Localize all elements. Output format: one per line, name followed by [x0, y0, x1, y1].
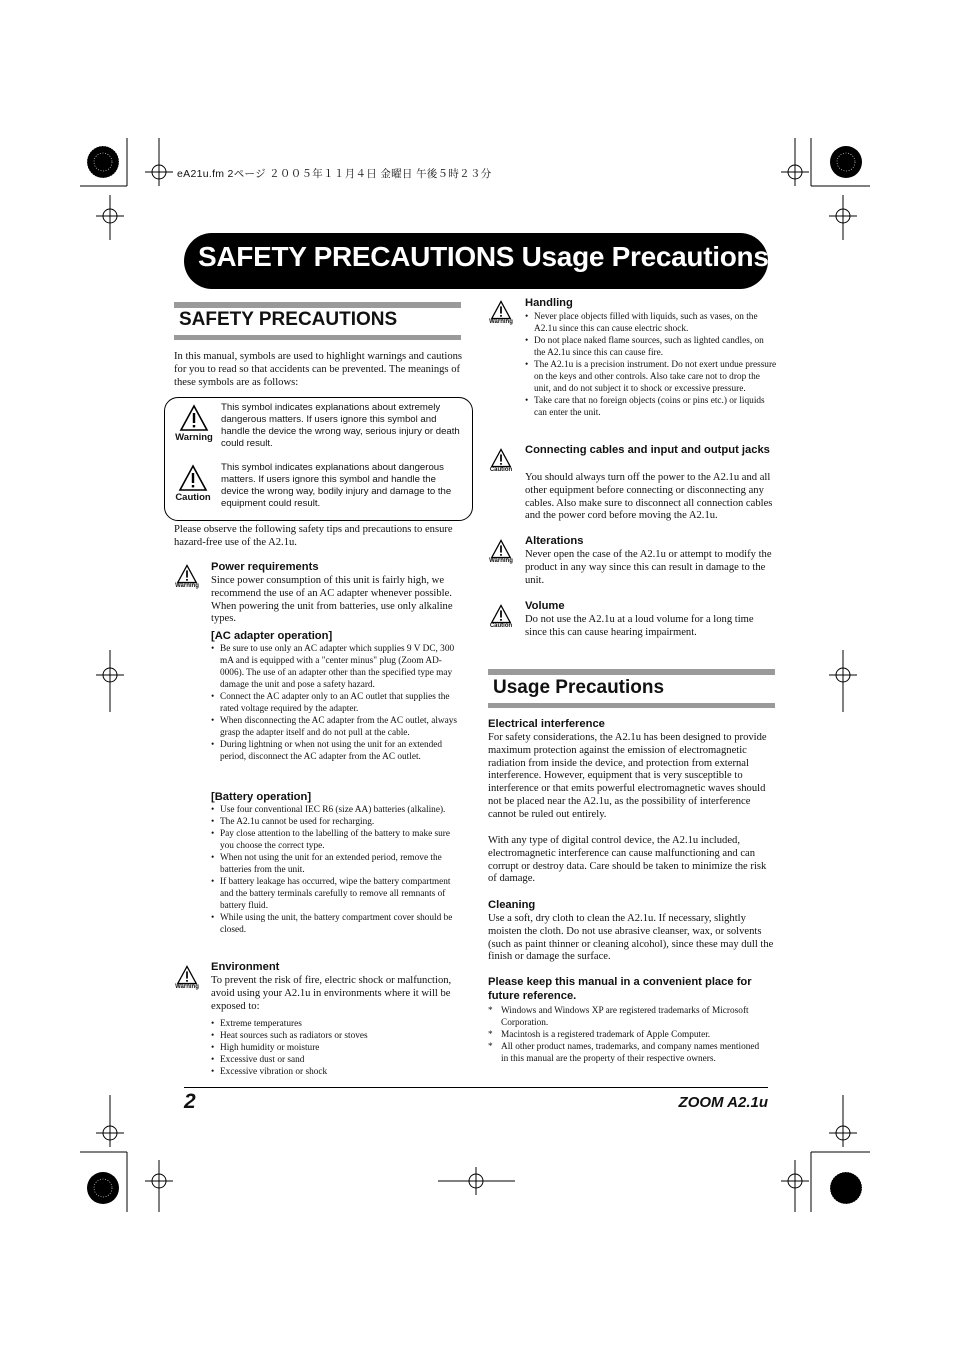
page-banner: [184, 233, 768, 289]
environment-text: To prevent the risk of fire, electric shock or malfunction, avoid using your A2.1u in environments where it will be exposed to:: [211, 975, 452, 1012]
power-warning-icon: Warning: [173, 564, 201, 589]
list-item: * All other product names, trademarks, and company names mentioned in this manual are the property of their respective owners.: [488, 1041, 763, 1065]
warning-description: This symbol indicates explanations about extremely dangerous matters. If users ignore this symbol and handle the device the wrong way, serious injury or death could result.: [221, 402, 460, 449]
banner-title: SAFETY PRECAUTIONS Usage Precautions: [198, 241, 769, 272]
list-item: • Pay close attention to the labelling of the battery to make sure you choose the correct type.: [211, 828, 463, 852]
section-rule-bottom: [174, 335, 461, 340]
list-item: • During lightning or when not using the unit for an extended period, disconnect the AC adapter from the AC outlet.: [211, 739, 463, 763]
cables-text: You should always turn off the power to the A2.1u and all other equipment before connecting or disconnecting any cables. Also make sure to disconnect all connection cables and the power cord before moving the A2.1u.: [525, 472, 773, 522]
caution-icon: Caution: [172, 464, 214, 503]
ac-list: [211, 643, 463, 763]
page-number: 2: [184, 1090, 196, 1113]
electrical-title: Electrical interference: [488, 718, 605, 730]
list-item: • While using the unit, the battery compartment cover should be closed.: [211, 912, 463, 936]
cables-caution-icon: Caution: [487, 448, 515, 473]
list-item: • Take care that no foreign objects (coins or pins etc.) or liquids can enter the unit.: [525, 395, 777, 419]
trademark-list: [488, 1005, 763, 1065]
environment-list: [211, 1018, 463, 1078]
list-item: • High humidity or moisture: [211, 1042, 463, 1054]
battery-title: [Battery operation]: [211, 791, 312, 803]
alterations-warning-icon: Warning: [487, 539, 515, 564]
handling-warning-icon: Warning: [487, 300, 515, 325]
list-item: * Macintosh is a registered trademark of Apple Computer.: [488, 1029, 763, 1041]
volume-caution-icon: Caution: [487, 604, 515, 629]
usage-rule-bottom: [488, 703, 775, 708]
alterations-title: Alterations: [525, 535, 584, 547]
list-item: • The A2.1u is a precision instrument. Do not exert undue pressure on the keys and other controls. Also take care not to drop the unit, and do not subject it to shock or excessive pressure.: [525, 359, 777, 395]
list-item: • If battery leakage has occurred, wipe the battery compartment and the battery terminals carefully to remove all remnants of battery fluid.: [211, 876, 463, 912]
list-item: • Excessive vibration or shock: [211, 1066, 463, 1078]
alterations-text: Never open the case of the A2.1u or attempt to modify the product in any way since this can result in damage to the unit.: [525, 549, 772, 586]
safety-observe: Please observe the following safety tips and precautions to ensure hazard-free use of the A2.1u.: [174, 524, 453, 548]
list-item: • Extreme temperatures: [211, 1018, 463, 1030]
caution-description: This symbol indicates explanations about dangerous matters. If users ignore this symbol and handle the device the wrong way, bodily injury and damage to the equipment could result.: [221, 462, 452, 509]
list-item: • Connect the AC adapter only to an AC outlet that supplies the rated voltage required by the adapter.: [211, 691, 463, 715]
list-item: • Do not place naked flame sources, such as lighted candles, on the A2.1u since this can cause fire.: [525, 335, 777, 359]
safety-heading: SAFETY PRECAUTIONS: [179, 309, 398, 330]
list-item: • The A2.1u cannot be used for recharging.: [211, 816, 463, 828]
cleaning-title: Cleaning: [488, 899, 536, 911]
battery-list: [211, 804, 463, 936]
ac-title: [AC adapter operation]: [211, 630, 333, 642]
electrical-text-2: With any type of digital control device, the A2.1u included, electromagnetic interference can cause malfunctioning and can corrupt or destroy data. Care should be taken to minimize the risk of damage.: [488, 835, 767, 885]
footer-rule: [184, 1087, 768, 1088]
list-item: • Never place objects filled with liquids, such as vases, on the A2.1u since this can cause electric shock.: [525, 311, 777, 335]
volume-text: Do not use the A2.1u at a loud volume for a long time since this can cause hearing impairment.: [525, 614, 754, 638]
cleaning-text: Use a soft, dry cloth to clean the A2.1u. If necessary, slightly moisten the cloth. Do not use abrasive cleanser, wax, or solvents (such as paint thinner or cleaning alcohol), since these may dull the finish or damage the surface.: [488, 913, 774, 963]
usage-heading: Usage Precautions: [493, 677, 665, 698]
file-header: eA21u.fm 2ページ ２００５年１１月４日 金曜日 午後５時２３分: [177, 168, 492, 180]
handling-title: Handling: [525, 297, 573, 309]
list-item: • Excessive dust or sand: [211, 1054, 463, 1066]
warning-icon: Warning: [174, 404, 214, 443]
handling-list: [525, 311, 777, 419]
list-item: • Heat sources such as radiators or stoves: [211, 1030, 463, 1042]
list-item: • When disconnecting the AC adapter from the AC outlet, always grasp the adapter itself and do not pull at the cable.: [211, 715, 463, 739]
volume-title: Volume: [525, 600, 565, 612]
environment-title: Environment: [211, 961, 280, 973]
usage-rule-top: [488, 669, 775, 675]
list-item: * Windows and Windows XP are registered trademarks of Microsoft Corporation.: [488, 1005, 763, 1029]
power-title: Power requirements: [211, 561, 319, 573]
electrical-text-1: For safety considerations, the A2.1u has been designed to provide maximum protection against the emission of electromagnetic radiation from inside the device, and protection from external interference. However, equipment that is very susceptible to interference or that emits powerful electromagnetic waves should not be placed near the A2.1u, as the possibility of interference cannot be ruled out entirely.: [488, 732, 767, 820]
list-item: • When not using the unit for an extended period, remove the batteries from the unit.: [211, 852, 463, 876]
list-item: • Use four conventional IEC R6 (size AA) batteries (alkaline).: [211, 804, 463, 816]
safety-intro: In this manual, symbols are used to highlight warnings and cautions for you to read so that accidents can be prevented. The meanings of these symbols are as follows:: [174, 351, 463, 388]
power-text: Since power consumption of this unit is fairly high, we recommend the use of an AC adapter whenever possible. When powering the unit from batteries, use only alkaline types.: [211, 575, 453, 625]
section-rule-top: [174, 302, 461, 308]
cables-title: Connecting cables and input and output jacks: [525, 444, 770, 456]
keep-manual-note: Please keep this manual in a convenient place for future reference.: [488, 976, 752, 1002]
environment-warning-icon: Warning: [173, 965, 201, 990]
list-item: • Be sure to use only an AC adapter which supplies 9 V DC, 300 mA and is equipped with a "center minus" plug (Zoom AD-0006). The use of an adapter other than the specified type may damage the unit and pose a safety hazard.: [211, 643, 463, 691]
product-name: ZOOM A2.1u: [678, 1094, 768, 1111]
